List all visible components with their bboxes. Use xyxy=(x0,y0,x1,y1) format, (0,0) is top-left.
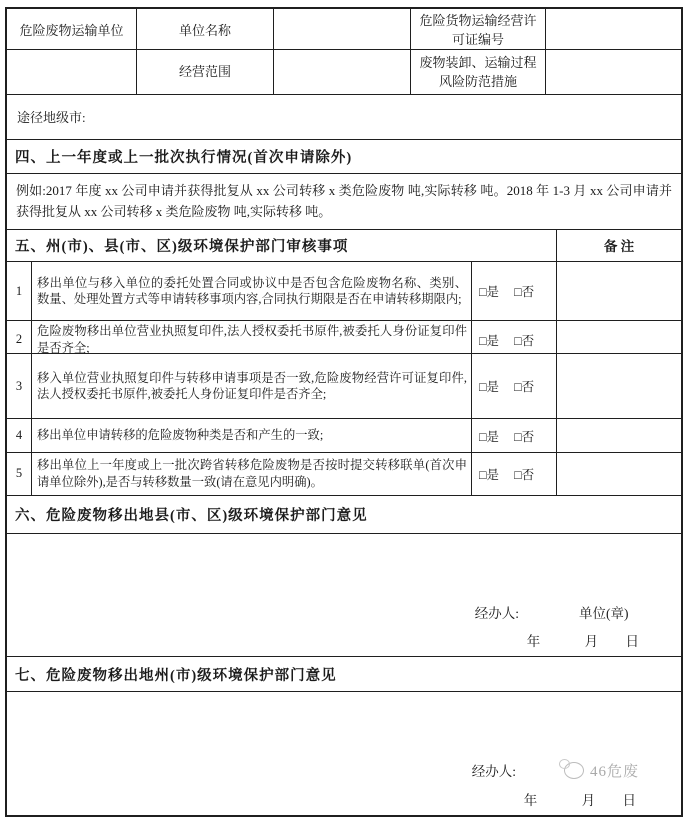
no-checkbox[interactable]: □否 xyxy=(514,285,535,300)
transport-info-row-1 xyxy=(7,9,681,50)
row-number: 3 xyxy=(7,354,32,418)
checkbox-cell xyxy=(472,262,557,320)
transport-info-row-2 xyxy=(7,50,681,95)
business-scope-label: 经营范围 xyxy=(137,50,274,94)
row-number: 4 xyxy=(7,419,32,452)
month-label: 月 xyxy=(584,634,599,650)
checklist-row-5 xyxy=(7,453,681,496)
remark-cell[interactable] xyxy=(557,354,681,418)
checkbox-cell xyxy=(472,453,557,495)
question-text: 移出单位与移入单位的委托处置合同或协议中是否包含危险废物名称、类别、数量、处理处置方式等申请转移事项内容,合同执行期限是否在申请转移期限内; xyxy=(32,262,472,320)
remark-cell[interactable] xyxy=(557,419,681,452)
yes-checkbox[interactable]: □是 xyxy=(479,333,500,348)
risk-prevention-label: 废物装卸、运输过程风险防范措施 xyxy=(411,50,546,94)
unit-name-value-cell[interactable] xyxy=(274,9,411,51)
date-line xyxy=(472,789,639,809)
day-label: 日 xyxy=(622,792,636,808)
empty-cell xyxy=(7,50,137,94)
checklist-row-4 xyxy=(7,419,681,453)
year-label: 年 xyxy=(526,634,541,650)
unit-name-label: 单位名称 xyxy=(137,9,274,51)
transit-cities-label: 途径地级市: xyxy=(17,110,86,126)
section4-title-text: 四、上一年度或上一批次执行情况(首次申请除外) xyxy=(15,149,353,166)
section7-opinion-area[interactable] xyxy=(7,692,681,815)
section4-title xyxy=(7,140,681,174)
section5-title: 五、州(市)、县(市、区)级环境保护部门审核事项 xyxy=(7,230,557,262)
section5-header-row xyxy=(7,230,681,263)
section4-example-text: 例如:2017 年度 xx 公司申请并获得批复从 xx 公司转移 x 类危险废物 吨,实际转移 吨。2018 年 1-3 月 xx 公司申请并获得批复从 xx 公司转移 x 类危险废物 吨,实际转移 吨。 xyxy=(16,182,672,219)
question-text: 移入单位营业执照复印件与转移申请事项是否一致,危险废物经营许可证复印件,法人授权委托书原件,被委托人身份证复印件是否齐全; xyxy=(32,354,472,418)
question-text: 危险废物移出单位营业执照复印件,法人授权委托书原件,被委托人身份证复印件是否齐全; xyxy=(32,321,472,358)
day-label: 日 xyxy=(625,634,639,650)
row-number: 1 xyxy=(7,262,32,320)
no-checkbox[interactable]: □否 xyxy=(514,333,535,348)
transport-license-value-cell[interactable] xyxy=(546,9,681,51)
no-checkbox[interactable]: □否 xyxy=(514,429,535,444)
section6-title xyxy=(7,496,681,534)
checklist-row-3 xyxy=(7,354,681,419)
yes-checkbox[interactable]: □是 xyxy=(479,467,500,482)
year-label: 年 xyxy=(523,792,538,808)
handler-label: 经办人: xyxy=(474,606,520,622)
remark-column-header: 备 注 xyxy=(603,239,635,255)
watermark xyxy=(564,760,639,781)
remark-cell[interactable] xyxy=(557,453,681,495)
unit-seal-label: 单位(章) xyxy=(579,606,629,622)
form-table xyxy=(5,7,683,817)
remark-cell[interactable] xyxy=(557,321,681,358)
watermark-text: 46危废 xyxy=(589,763,639,780)
row-number: 5 xyxy=(7,453,32,495)
row-number: 2 xyxy=(7,321,32,358)
date-line xyxy=(475,630,639,650)
remark-cell[interactable] xyxy=(557,262,681,320)
section6-title-text: 六、危险废物移出地县(市、区)级环境保护部门意见 xyxy=(15,507,368,524)
question-text: 移出单位申请转移的危险废物种类是否和产生的一致; xyxy=(32,419,472,452)
transport-unit-label: 危险废物运输单位 xyxy=(7,9,137,51)
checklist-row-2 xyxy=(7,321,681,354)
yes-checkbox[interactable]: □是 xyxy=(479,285,500,300)
checkbox-cell xyxy=(472,321,557,358)
transit-cities-row[interactable] xyxy=(7,95,681,140)
month-label: 月 xyxy=(581,792,596,808)
risk-prevention-value-cell[interactable] xyxy=(546,50,681,94)
yes-checkbox[interactable]: □是 xyxy=(479,429,500,444)
watermark-logo-icon xyxy=(564,762,584,779)
checkbox-cell xyxy=(472,419,557,452)
transport-license-label: 危险货物运输经营许可证编号 xyxy=(411,9,546,51)
handler-label: 经办人: xyxy=(471,764,516,780)
business-scope-value-cell[interactable] xyxy=(274,50,411,94)
section7-signature-block xyxy=(472,760,639,809)
no-checkbox[interactable]: □否 xyxy=(514,380,535,395)
yes-checkbox[interactable]: □是 xyxy=(479,380,500,395)
checklist-row-1 xyxy=(7,262,681,321)
section6-opinion-area[interactable] xyxy=(7,534,681,658)
section6-signature-block xyxy=(475,602,639,650)
section4-example-row xyxy=(7,174,681,230)
checkbox-cell xyxy=(472,354,557,418)
question-text: 移出单位上一年度或上一批次跨省转移危险废物是否按时提交转移联单(首次申请单位除外),是否与转移数量一致(请在意见内明确)。 xyxy=(32,453,472,495)
section7-title xyxy=(7,657,681,692)
no-checkbox[interactable]: □否 xyxy=(514,467,535,482)
section7-title-text: 七、危险废物移出地州(市)级环境保护部门意见 xyxy=(15,667,337,684)
